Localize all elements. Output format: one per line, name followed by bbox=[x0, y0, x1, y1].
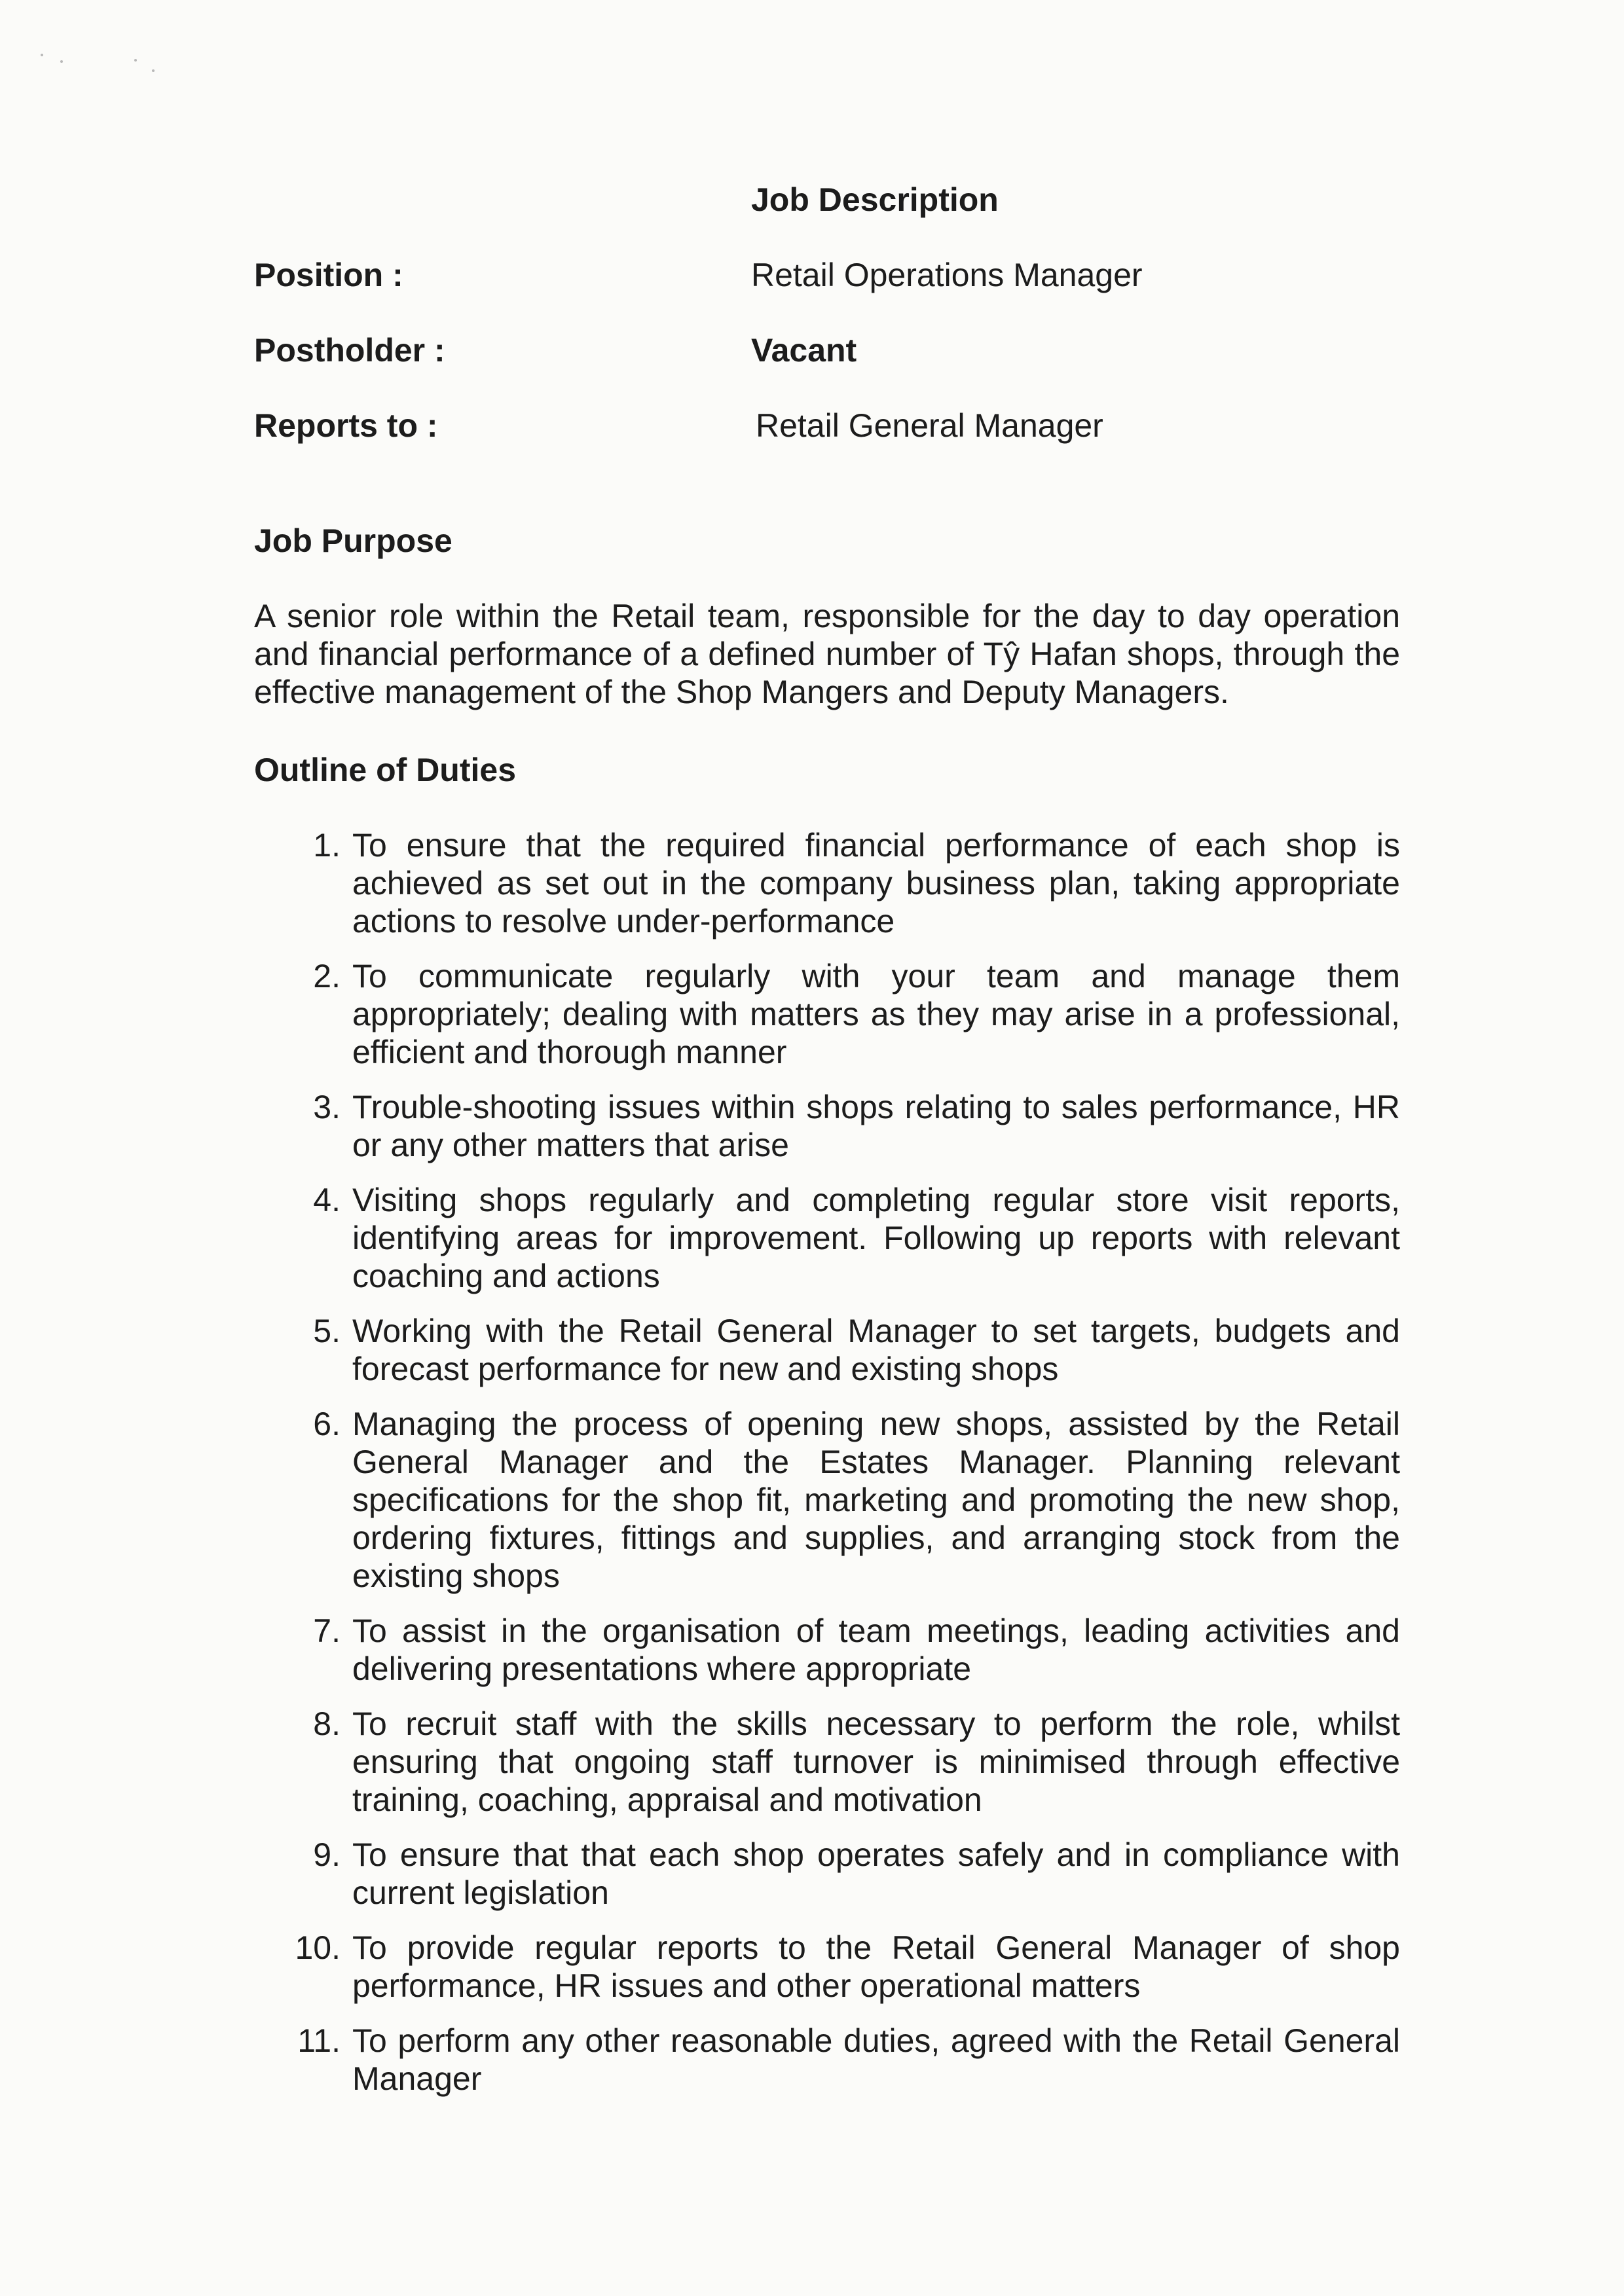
duty-number: 1. bbox=[313, 827, 341, 864]
job-purpose-heading: Job Purpose bbox=[254, 522, 452, 559]
duty-text: Trouble-shooting issues within shops relating to sales performance, HR or any other matters that arise bbox=[352, 1089, 1400, 1163]
duty-text: To ensure that that each shop operates safely and in compliance with current legislation bbox=[352, 1836, 1400, 1911]
duty-item bbox=[282, 1181, 1400, 1295]
reports-to-label: Reports to : bbox=[254, 407, 438, 444]
duty-item bbox=[282, 1312, 1400, 1388]
duty-number: 3. bbox=[313, 1089, 341, 1125]
duty-item bbox=[282, 1705, 1400, 1819]
duty-text: To perform any other reasonable duties, agreed with the Retail General Manager bbox=[352, 2022, 1400, 2097]
duty-text: To ensure that the required financial performance of each shop is achieved as set out in the company business plan, taking appropriate actions to resolve under-performance bbox=[352, 827, 1400, 939]
duty-text: To recruit staff with the skills necessary to perform the role, whilst ensuring that ongoing staff turnover is minimised through effective training, coaching, appraisal and motivation bbox=[352, 1705, 1400, 1818]
duties-heading: Outline of Duties bbox=[254, 752, 516, 788]
scan-speck bbox=[134, 59, 137, 62]
duty-number: 8. bbox=[313, 1705, 341, 1742]
duty-text: Managing the process of opening new shops, assisted by the Retail General Manager and the Estates Manager. Planning relevant specifications for the shop fit, marketing and promoting the new shop, ordering fixtures, fittings and supplies, and arranging stock from the existing shops bbox=[352, 1406, 1400, 1594]
duty-number: 6. bbox=[313, 1406, 341, 1442]
duty-text: To assist in the organisation of team meetings, leading activities and delivering presentations where appropriate bbox=[352, 1613, 1400, 1687]
duty-item bbox=[282, 1088, 1400, 1164]
postholder-label: Postholder : bbox=[254, 332, 445, 369]
postholder-value: Vacant bbox=[751, 332, 857, 369]
document-title: Job Description bbox=[751, 181, 999, 218]
duty-text: To communicate regularly with your team and manage them appropriately; dealing with matters as they may arise in a professional, efficient and thorough manner bbox=[352, 958, 1400, 1070]
duty-item bbox=[282, 1836, 1400, 1912]
position-value: Retail Operations Manager bbox=[751, 257, 1143, 293]
duty-item bbox=[282, 1612, 1400, 1688]
duty-item bbox=[282, 957, 1400, 1071]
duty-number: 4. bbox=[313, 1182, 341, 1218]
position-label: Position : bbox=[254, 257, 403, 293]
duty-item bbox=[282, 826, 1400, 940]
duty-item bbox=[282, 2022, 1400, 2098]
duty-number: 2. bbox=[313, 958, 341, 994]
scan-speck bbox=[41, 54, 43, 56]
scan-speck bbox=[60, 60, 63, 63]
duty-number: 10. bbox=[295, 1929, 341, 1966]
reports-to-value: Retail General Manager bbox=[756, 407, 1103, 444]
duty-item bbox=[282, 1929, 1400, 2005]
duty-number: 7. bbox=[313, 1613, 341, 1649]
scan-speck bbox=[152, 69, 155, 72]
job-purpose-text: A senior role within the Retail team, responsible for the day to day operation and financial performance of a defined number of Tŷ Hafan shops, through the effective management of the Shop Mangers and Deputy Managers. bbox=[254, 598, 1400, 710]
duty-number: 9. bbox=[313, 1836, 341, 1873]
duty-text: To provide regular reports to the Retail General Manager of shop performance, HR issues and other operational matters bbox=[352, 1929, 1400, 2004]
duty-number: 11. bbox=[297, 2022, 341, 2059]
duty-item bbox=[282, 1405, 1400, 1595]
duty-number: 5. bbox=[313, 1313, 341, 1349]
duties-list bbox=[282, 826, 1400, 2115]
duty-text: Working with the Retail General Manager to set targets, budgets and forecast performance for new and existing shops bbox=[352, 1313, 1400, 1387]
duty-text: Visiting shops regularly and completing regular store visit reports, identifying areas for improvement. Following up reports with relevant coaching and actions bbox=[352, 1182, 1400, 1294]
